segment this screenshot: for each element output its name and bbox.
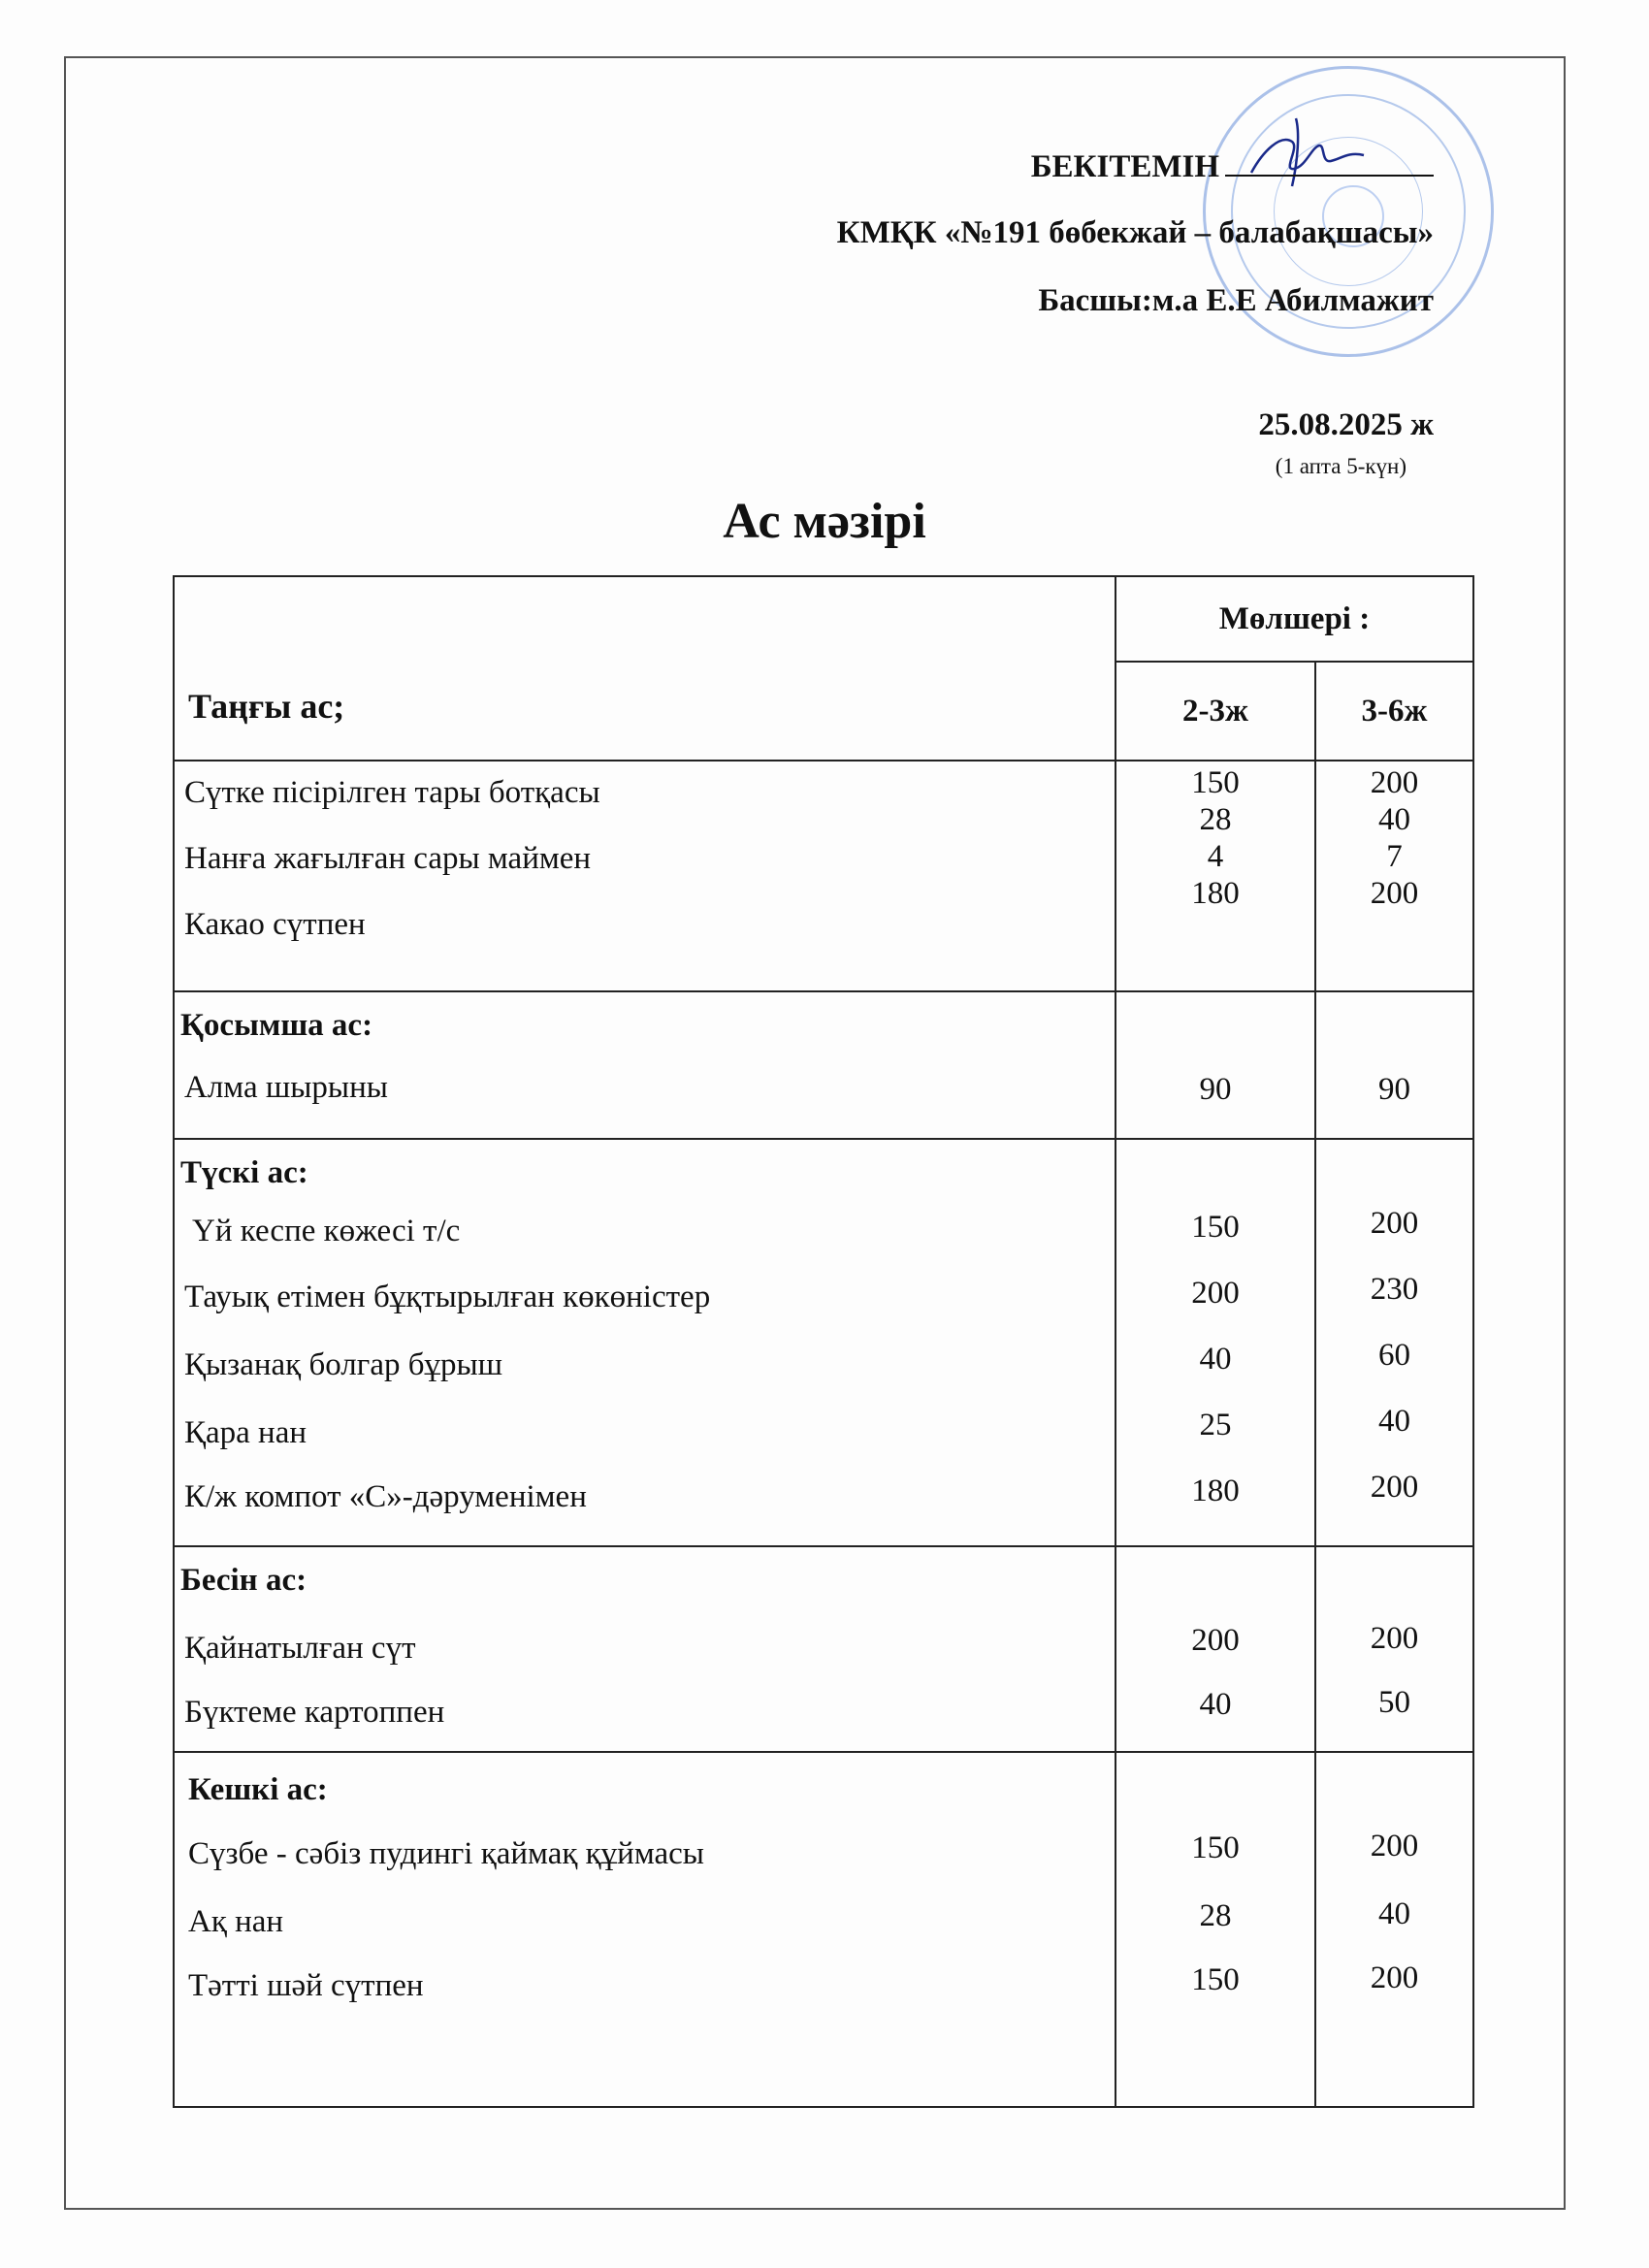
- menu-item: Қызанақ болгар бұрыш: [184, 1347, 503, 1382]
- qty-value: 200: [1191, 1276, 1240, 1311]
- qty-value: 40: [1378, 1404, 1410, 1439]
- menu-item: Ақ нан: [188, 1904, 284, 1939]
- qty-value: 150: [1191, 1962, 1240, 1997]
- age-col-2-3: 2-3ж: [1116, 662, 1315, 761]
- section-title: Бесін ас:: [180, 1563, 307, 1598]
- qty-value: 200: [1370, 1960, 1419, 1995]
- snack-row: [174, 991, 1473, 1139]
- breakfast-row: [174, 761, 1473, 991]
- qty-value: 150: [1191, 765, 1240, 800]
- qty-value: 180: [1191, 876, 1240, 911]
- breakfast-header: Таңғы ас;: [174, 576, 1116, 761]
- section-title: Түскі ас:: [180, 1155, 308, 1190]
- qty-value: 200: [1370, 1206, 1419, 1241]
- menu-item: Алма шырыны: [184, 1070, 388, 1105]
- qty-value: 40: [1378, 1896, 1410, 1931]
- quantity-header: Мөлшері :: [1116, 576, 1473, 662]
- qty-value: 200: [1370, 1829, 1419, 1863]
- menu-item: К/ж компот «С»-дәруменімен: [184, 1479, 587, 1514]
- menu-item: Тауық етімен бұқтырылған көкөністер: [184, 1280, 711, 1314]
- qty-value: 90: [1378, 1072, 1410, 1107]
- qty-value: 25: [1199, 1408, 1232, 1442]
- qty-value: 200: [1370, 876, 1419, 911]
- menu-item: Бүктеме картоппен: [184, 1695, 445, 1730]
- qty-value: 60: [1378, 1338, 1410, 1373]
- lunch-row: [174, 1139, 1473, 1546]
- qty-value: 40: [1378, 802, 1410, 837]
- qty-value: 200: [1191, 1623, 1240, 1658]
- head-name: Басшы:м.а Е.Е Абилмажит: [1038, 283, 1434, 318]
- qty-value: 150: [1191, 1831, 1240, 1865]
- approval-line: [1031, 146, 1434, 185]
- menu-item: Үй кеспе көжесі т/с: [192, 1214, 461, 1248]
- menu-table: [173, 575, 1474, 2108]
- organization-name: КМҚК «№191 бөбекжай – балабақшасы»: [836, 215, 1434, 250]
- qty-value: 40: [1199, 1342, 1232, 1377]
- section-title: Кешкі ас:: [188, 1772, 328, 1807]
- qty-value: 4: [1207, 839, 1224, 874]
- week-day-note: (1 апта 5-күн): [1275, 454, 1406, 478]
- qty-value: 150: [1191, 1210, 1240, 1245]
- qty-value: 50: [1378, 1685, 1410, 1720]
- dinner-row: [174, 1752, 1473, 2107]
- qty-value: 200: [1370, 1470, 1419, 1505]
- menu-item: Тәтті шәй сүтпен: [188, 1968, 424, 2003]
- qty-value: 200: [1370, 1621, 1419, 1656]
- age-col-3-6: 3-6ж: [1315, 662, 1473, 761]
- qty-value: 180: [1191, 1474, 1240, 1508]
- qty-value: 90: [1199, 1072, 1232, 1107]
- menu-item: Қара нан: [184, 1415, 307, 1450]
- section-title: Қосымша ас:: [180, 1008, 373, 1043]
- qty-value: 200: [1370, 765, 1419, 800]
- approve-label: БЕКІТЕМІН: [1030, 149, 1219, 184]
- qty-value: 28: [1199, 802, 1232, 837]
- qty-value: 230: [1370, 1272, 1419, 1307]
- qty-value: 28: [1199, 1898, 1232, 1933]
- signature-line: [1225, 146, 1434, 177]
- menu-date: 25.08.2025 ж: [1258, 407, 1434, 442]
- menu-item: Нанға жағылған сары маймен: [184, 841, 592, 876]
- menu-item: Сүзбе - сәбіз пудингі қаймақ құймасы: [188, 1836, 704, 1871]
- menu-item: Сүтке пісірілген тары ботқасы: [184, 775, 600, 810]
- page-title: Ас мәзірі: [723, 494, 926, 549]
- afternoon-row: [174, 1546, 1473, 1752]
- menu-item: Какао сүтпен: [184, 907, 366, 942]
- qty-value: 7: [1386, 839, 1403, 874]
- qty-value: 40: [1199, 1687, 1232, 1722]
- menu-item: Қайнатылған сүт: [184, 1631, 416, 1666]
